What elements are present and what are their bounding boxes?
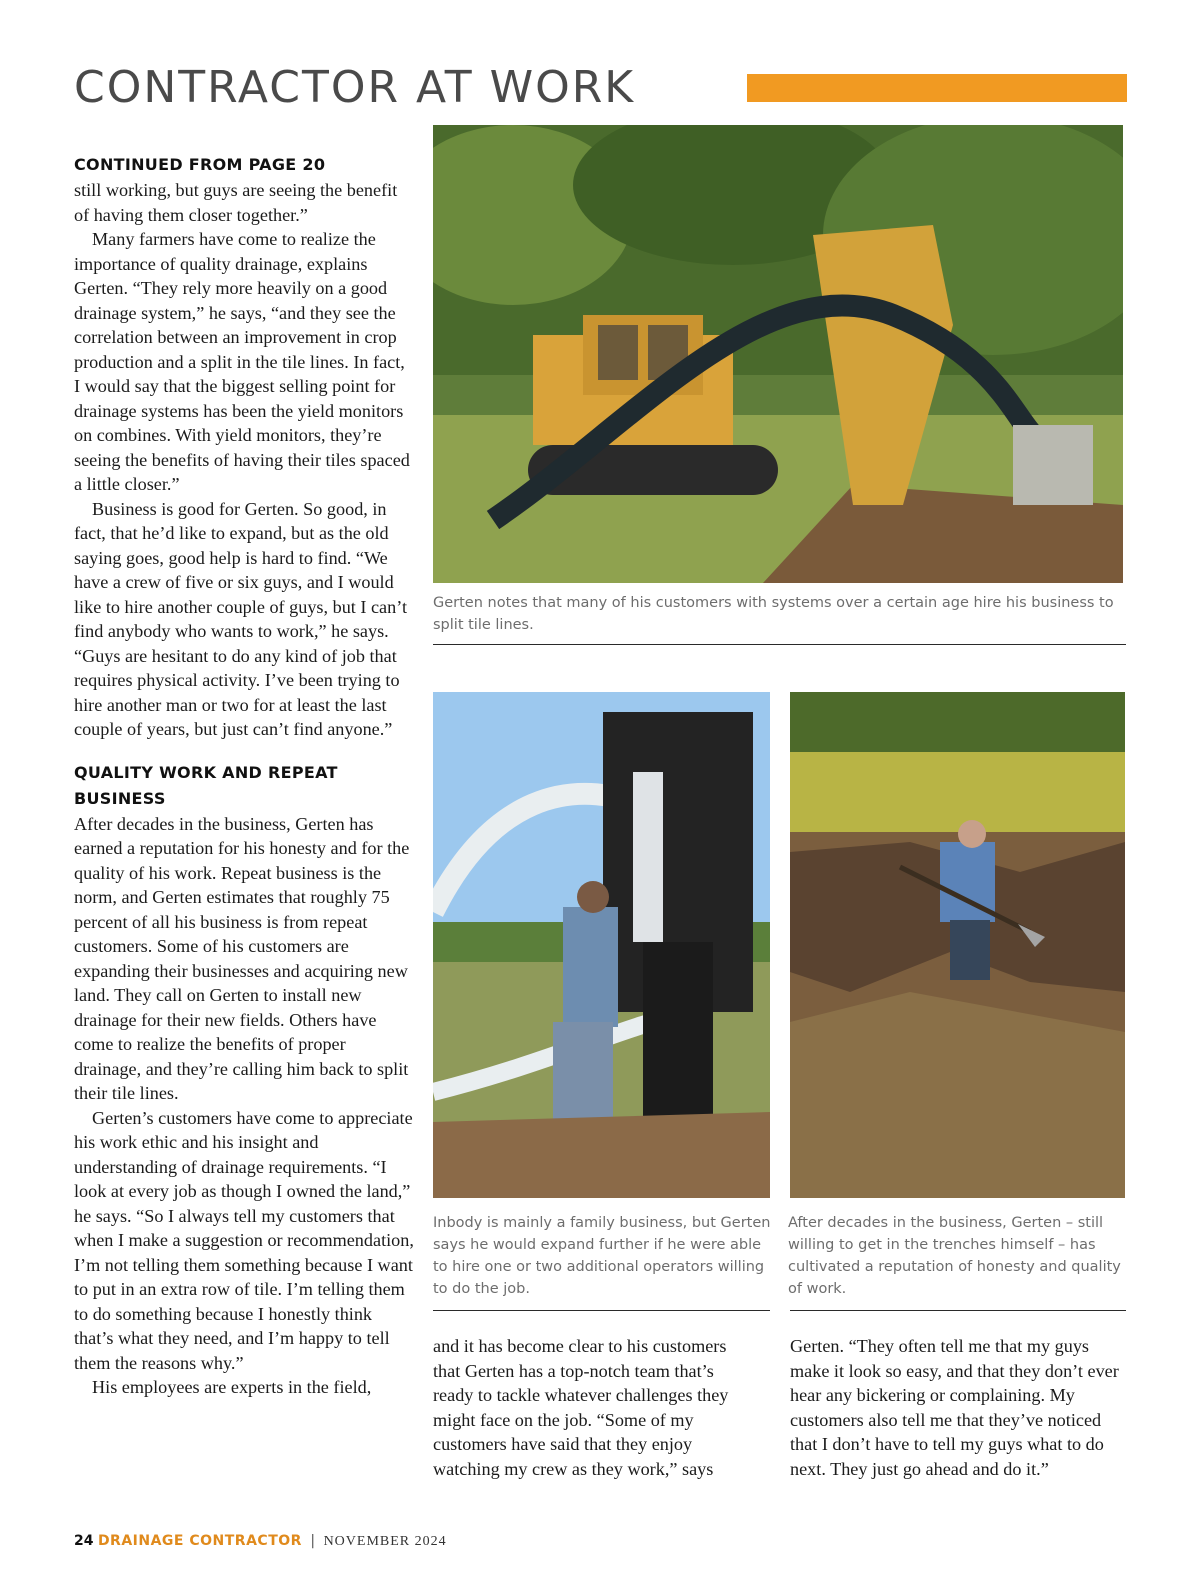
right-text-column: Gerten. “They often tell me that my guys make it look so easy, and that they don’t ever hear any bickering or complaining. My customers also tell me that they’ve noticed that I don’t have to tell my guys what to do next. They just go ahead and do it.” <box>790 1336 1119 1479</box>
paragraph: After decades in the business, Gerten has earned a reputation for his honesty and for the quality of his work. Repeat business is the norm, and Gerten estimates that roughly 75 percent of all his business is from repeat customers. Some of his customers are expanding their businesses and acquiring new land. They call on Gerten to install new drainage for their new fields. Others have come to realize the benefits of proper drainage, and they’re calling him back to split their tile lines. <box>74 813 410 1103</box>
footer-separator: | <box>310 1533 316 1549</box>
trench-photo <box>790 692 1125 1198</box>
issue-date: NOVEMBER 2024 <box>323 1534 447 1549</box>
page-footer <box>74 1533 447 1550</box>
trencher-photo <box>433 125 1123 583</box>
paragraph: His employees are experts in the field, <box>92 1377 372 1397</box>
man-in-trench-photo-icon <box>790 692 1125 1198</box>
paragraph: Business is good for Gerten. So good, in fact, that he’d like to expand, but as the old saying goes, good help is hard to find. “We have a crew of five or six guys, and I would like to hire another couple of guys, but I can’t find anybody who wants to work,” he says. “Guys are hesitant to do any kind of job that requires physical activity. I’ve been trying to hire another man or two for at least the last couple of years, but just can’t find anyone.” <box>74 498 408 739</box>
operator-at-machine-photo-icon <box>433 692 770 1198</box>
caption-bottom-right: After decades in the business, Gerten – still willing to get in the trenches himself – has cultivated a reputation of honesty and quality of work. <box>788 1215 1121 1297</box>
operator-photo <box>433 692 770 1198</box>
subhead-continued: CONTINUED FROM PAGE 20 <box>74 155 326 174</box>
magazine-name: DRAINAGE CONTRACTOR <box>97 1533 302 1549</box>
caption-rule <box>433 1310 770 1311</box>
left-text-column <box>74 152 414 1400</box>
paragraph: Gerten’s customers have come to appreciate his work ethic and his insight and understanding of drainage requirements. “I look at every job as though I owned the land,” he says. “So I always tell my customers that when I make a suggestion or recommendation, I’m not telling them something because I want to put in an extra row of tile. I’m telling them to do something because I honestly think that’s what they need, and I’m happy to tell them the reasons why.” <box>74 1107 414 1373</box>
caption-rule <box>790 1310 1126 1311</box>
section-accent-bar <box>747 74 1127 102</box>
caption-rule <box>433 644 1126 645</box>
subhead-quality-work: QUALITY WORK AND REPEAT BUSINESS <box>74 762 338 808</box>
page-number: 24 <box>74 1533 94 1549</box>
trencher-machine-photo-icon <box>433 125 1123 583</box>
section-title: CONTRACTOR AT WORK <box>74 62 636 113</box>
middle-text-column: and it has become clear to his customers that Gerten has a top-notch team that’s ready to tackle whatever challenges they might face on the job. “Some of my customers have said that they enjoy watching my crew as they work,” says <box>433 1336 729 1479</box>
caption-top: Gerten notes that many of his customers with systems over a certain age hire his business to split tile lines. <box>433 595 1114 633</box>
paragraph: Many farmers have come to realize the importance of quality drainage, explains Gerten. “They rely more heavily on a good drainage system,” he says, “and they see the correlation between an improvement in crop production and a split in the tile lines. In fact, I would say that the biggest selling point for drainage systems has been the yield monitors on combines. With yield monitors, they’re seeing the benefits of having their tiles spaced a little closer.” <box>74 229 410 494</box>
caption-bottom-left: Inbody is mainly a family business, but Gerten says he would expand further if he were able to hire one or two additional operators willing to do the job. <box>433 1215 771 1297</box>
paragraph: still working, but guys are seeing the benefit of having them closer together.” <box>74 180 398 225</box>
